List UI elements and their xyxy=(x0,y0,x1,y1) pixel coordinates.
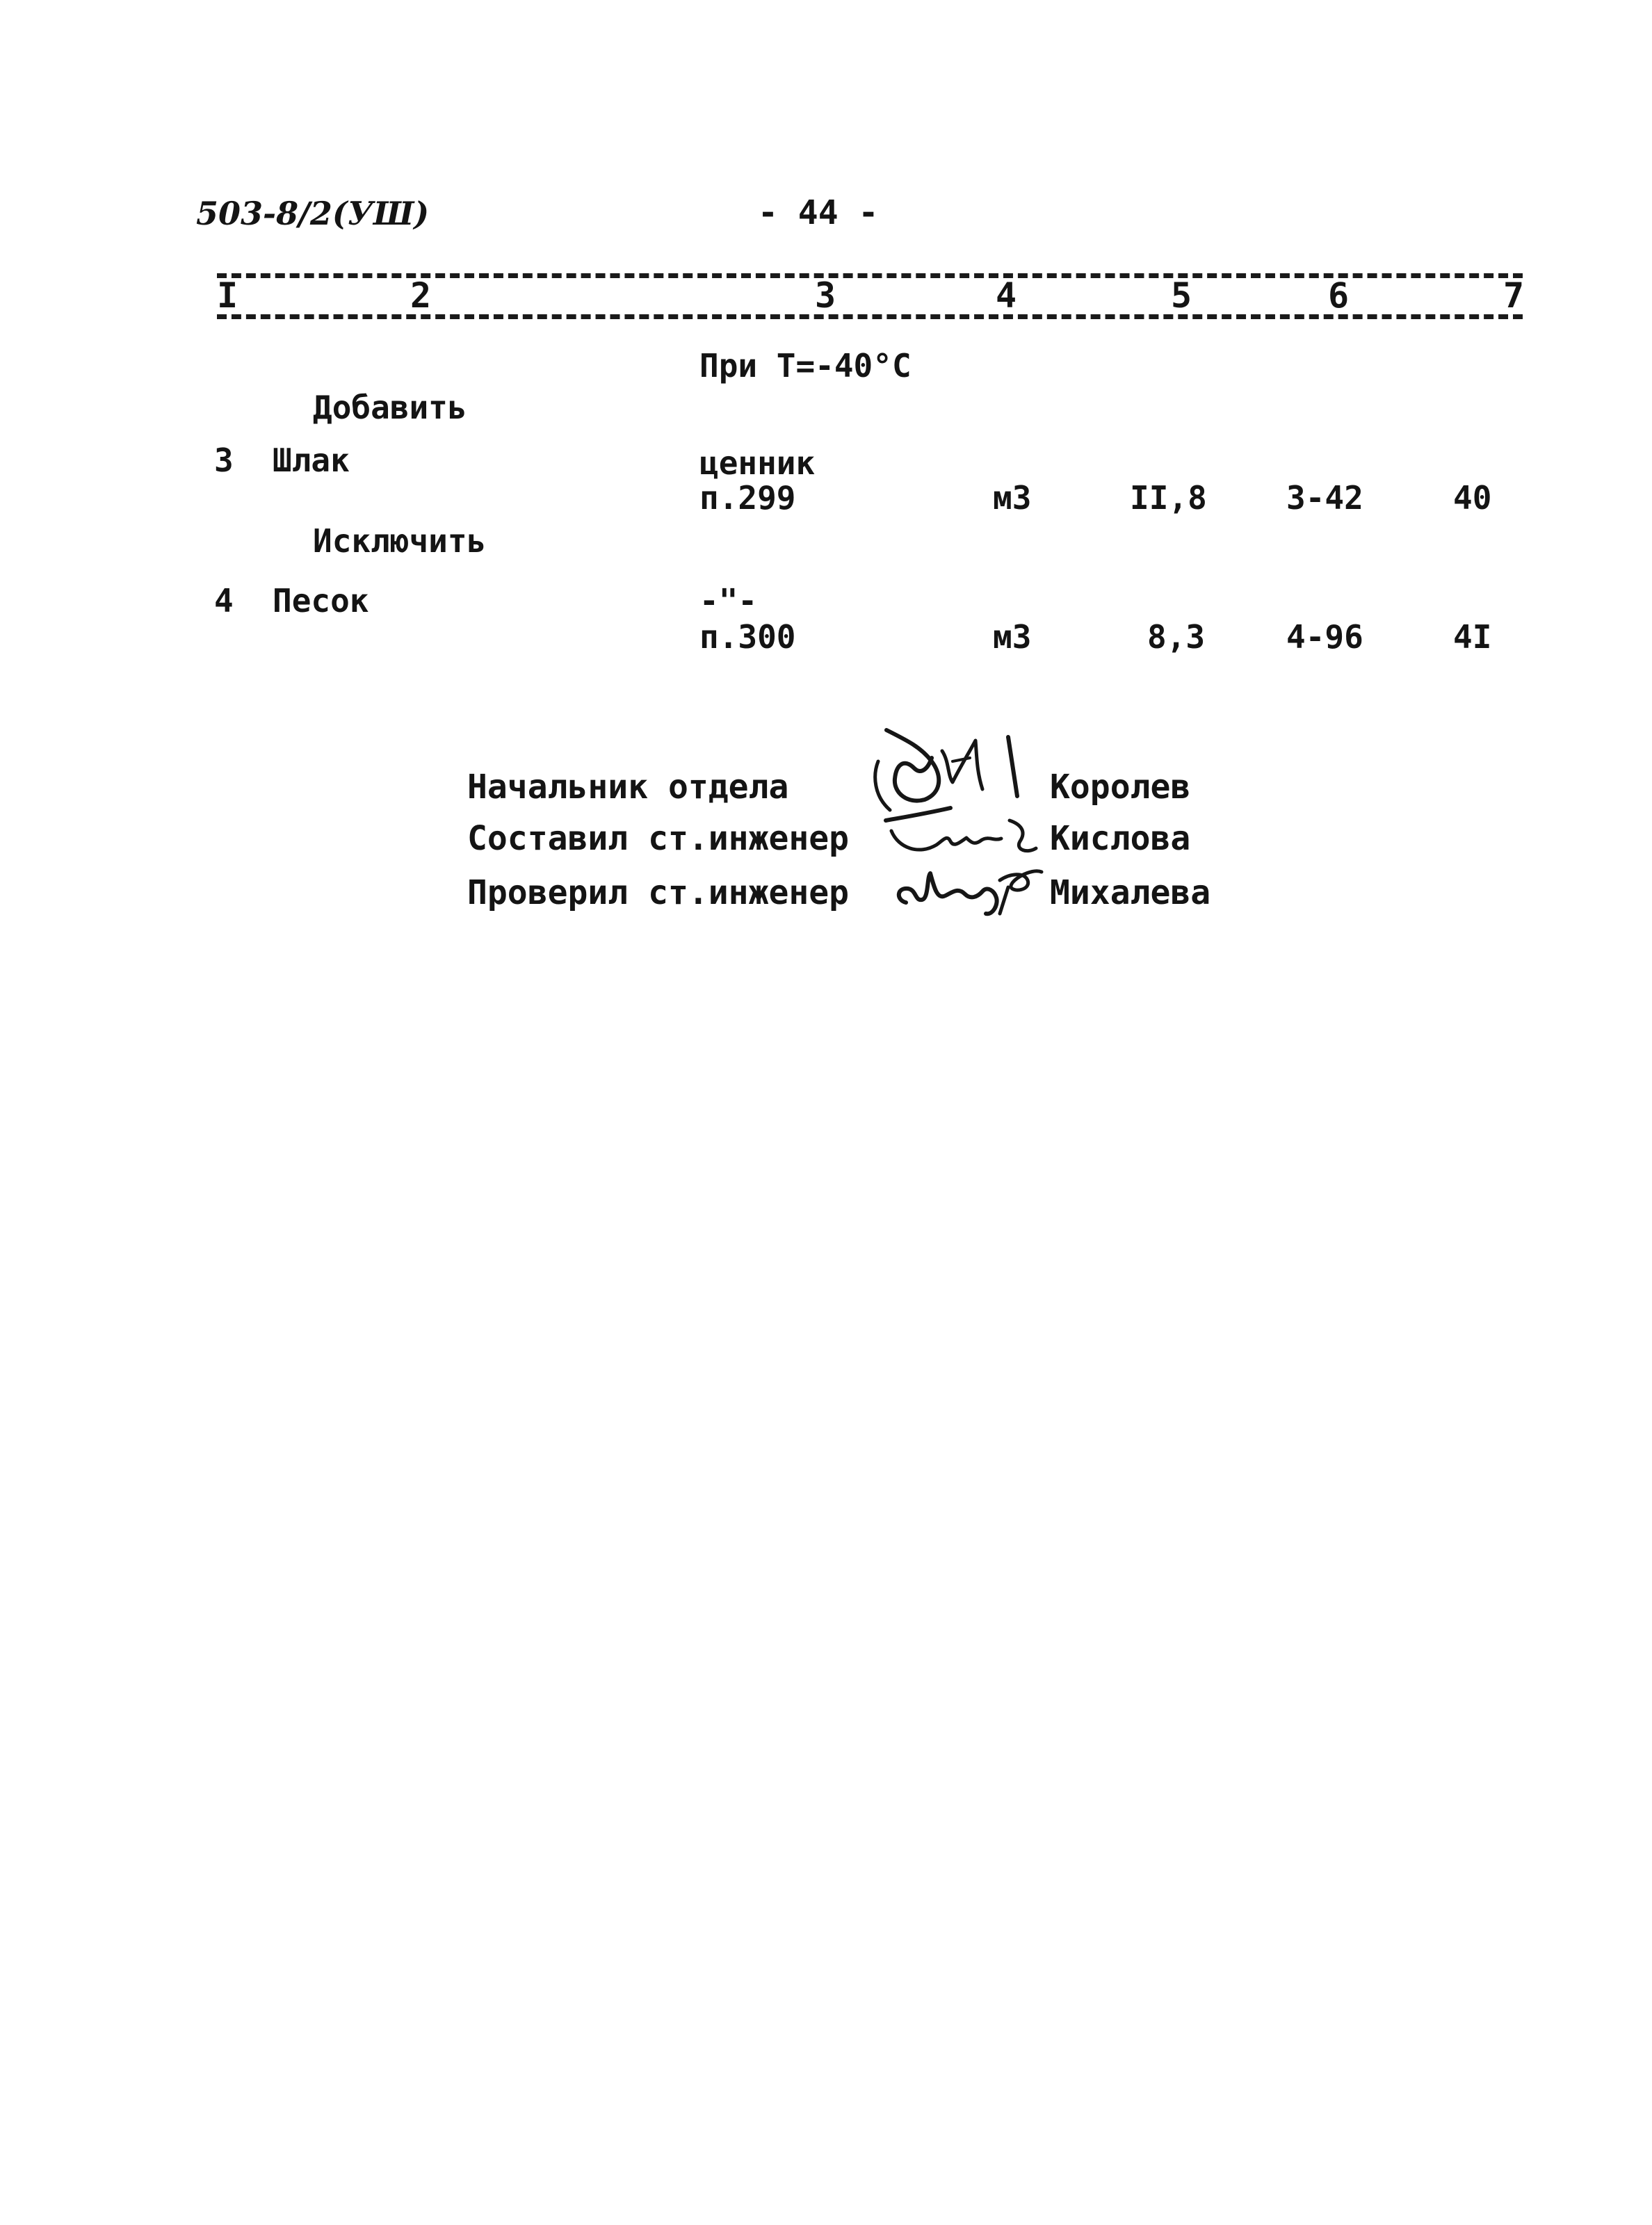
document-code: 503-8/2(УШ) xyxy=(196,195,430,232)
section-heading-exclude: Исключить xyxy=(313,522,487,560)
signature-role-head: Начальник отдела xyxy=(467,768,789,807)
column-number-2: 2 xyxy=(410,275,432,316)
price-source: ценник xyxy=(699,444,816,482)
row-number: 3 xyxy=(214,442,234,479)
signature-role-compiled: Составил ст.инженер xyxy=(467,819,850,858)
column-number-3: 3 xyxy=(815,275,836,316)
column-number-6: 6 xyxy=(1328,275,1350,316)
column-number-4: 4 xyxy=(996,275,1017,316)
handwritten-signature-compiled xyxy=(877,800,1051,866)
section-heading-add: Добавить xyxy=(313,389,467,426)
page-number: - 44 - xyxy=(758,193,879,232)
signatory-name-checked: Михалева xyxy=(1050,873,1211,912)
material-name: Песок xyxy=(273,582,369,620)
unit: м3 xyxy=(993,479,1032,517)
signatory-name-head: Королев xyxy=(1050,768,1191,807)
total: 4I xyxy=(1453,618,1492,656)
column-number-1: I xyxy=(217,275,238,316)
price-source: -"- xyxy=(699,582,758,620)
signatory-name-compiled: Кислова xyxy=(1050,819,1191,858)
unit: м3 xyxy=(993,618,1032,656)
quantity: II,8 xyxy=(1130,479,1207,517)
signature-role-checked: Проверил ст.инженер xyxy=(467,873,850,912)
price-item: п.299 xyxy=(699,479,796,517)
quantity: 8,3 xyxy=(1147,618,1206,656)
column-number-5: 5 xyxy=(1171,275,1192,316)
price-item: п.300 xyxy=(699,618,796,656)
material-name: Шлак xyxy=(273,442,350,479)
handwritten-signature-checked xyxy=(889,859,1055,922)
temperature-condition: При T=-40°C xyxy=(699,347,912,385)
column-number-7: 7 xyxy=(1503,275,1525,316)
unit-price: 4-96 xyxy=(1286,618,1363,656)
unit-price: 3-42 xyxy=(1286,479,1363,517)
total: 40 xyxy=(1453,479,1492,517)
row-number: 4 xyxy=(214,582,234,620)
